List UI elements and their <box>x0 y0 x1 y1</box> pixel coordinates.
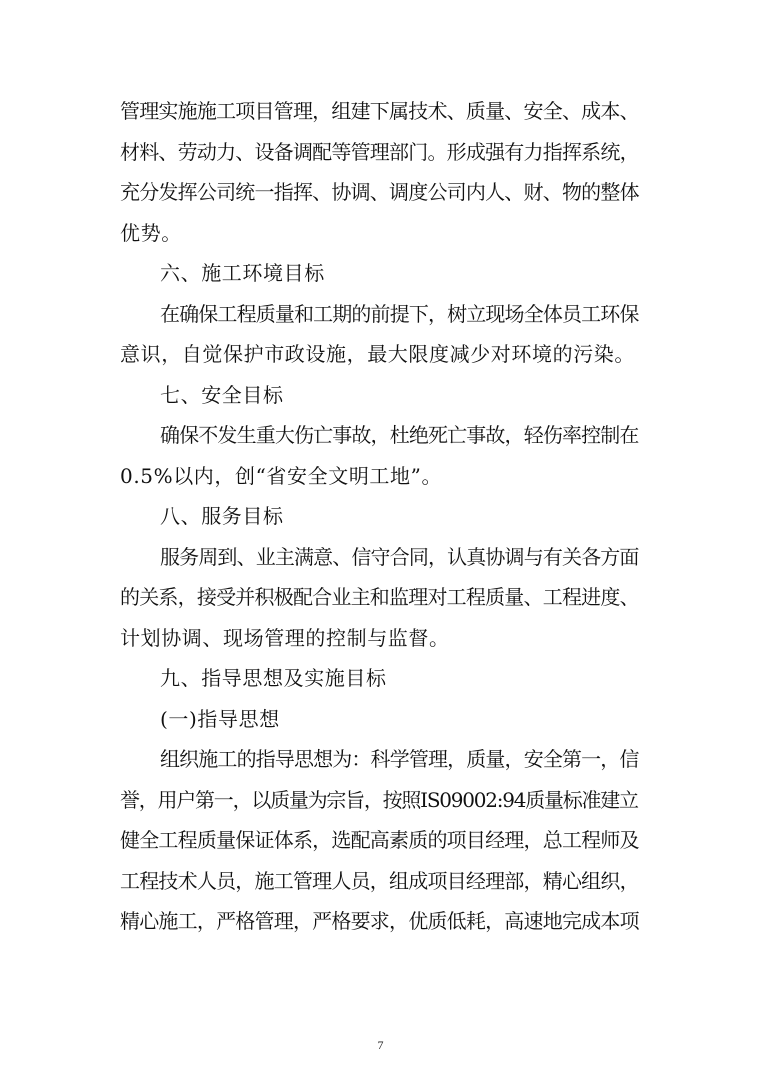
text-line: 材料、劳动力、设备调配等管理部门。形成强有力指挥系统， <box>120 139 639 164</box>
text-line: 管理实施施工项目管理，组建下属技术、质量、安全、成本、 <box>120 99 639 123</box>
text-line: 工程技术人员，施工管理人员，组成项目经理部，精心组织， <box>120 868 639 893</box>
text-line: 健全工程质量保证体系，选配高素质的项目经理，总工程师及 <box>120 828 639 852</box>
text-line: 八、服务目标 <box>160 504 284 528</box>
text-line: 意识，自觉保护市政设施，最大限度减少对环境的污染。 <box>120 342 635 366</box>
page-number: 7 <box>377 1038 384 1052</box>
text-line: 在确保工程质量和工期的前提下，树立现场全体员工环保 <box>160 301 639 326</box>
text-line: 精心施工，严格管理，严格要求，优质低耗，高速地完成本项 <box>120 909 639 933</box>
text-line: 九、指导思想及实施目标 <box>160 666 387 690</box>
text-line: 计划协调、现场管理的控制与监督。 <box>120 625 450 650</box>
text-line: (一)指导思想 <box>160 706 280 731</box>
text-line: 优势。 <box>120 220 182 245</box>
text-line: 誉，用户第一，以质量为宗旨，按照IS09002:94质量标准建立 <box>120 787 638 812</box>
text-line: 六、施工环境目标 <box>160 261 325 285</box>
text-line: 0.5%以内，创“省安全文明工地”。 <box>120 463 443 488</box>
text-line: 服务周到、业主满意、信守合同，认真协调与有关各方面 <box>160 544 639 569</box>
text-line: 的关系，接受并积极配合业主和监理对工程质量、工程进度、 <box>120 585 639 609</box>
text-line: 七、安全目标 <box>160 382 284 407</box>
body-text <box>120 91 640 942</box>
text-line: 确保不发生重大伤亡事故，杜绝死亡事故，轻伤率控制在 <box>160 423 639 447</box>
text-line: 组织施工的指导思想为：科学管理，质量，安全第一，信 <box>160 747 639 771</box>
text-line: 充分发挥公司统一指挥、协调、调度公司内人、财、物的整体 <box>120 180 639 204</box>
